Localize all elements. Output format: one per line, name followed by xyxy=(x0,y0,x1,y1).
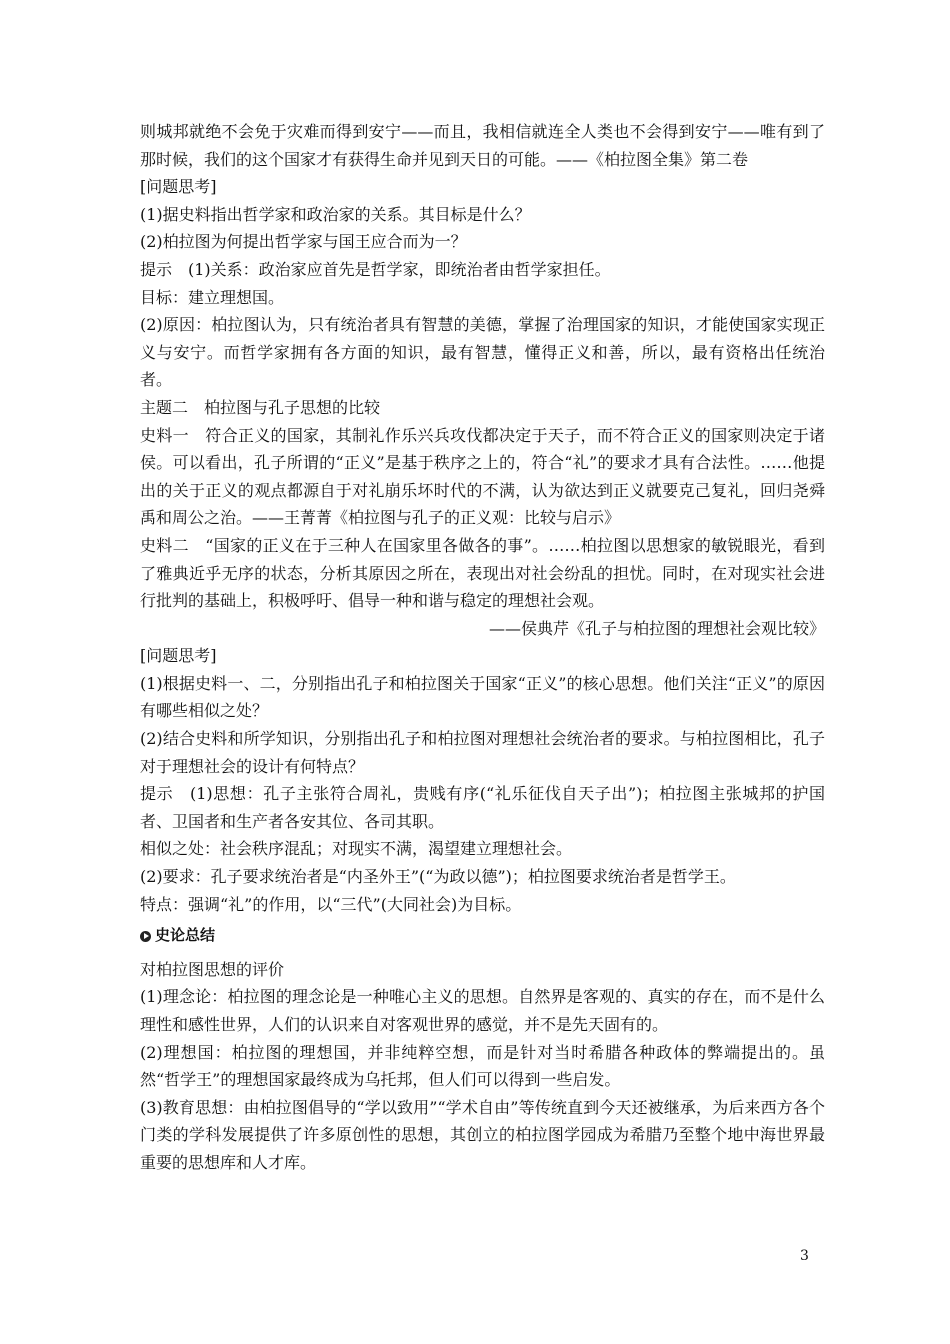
source-two: 史料二 “国家的正义在于三种人在国家里各做各的事”。……柏拉图以思想家的敏锐眼光，看到了雅典近乎无序的状态，分析其原因之所在，表现出对社会纷乱的担忧。同时，在对现实社会进行批判的基础上，积极呼吁、倡导一种和谐与稳定的理想社会观。 xyxy=(140,535,825,611)
source-one: 史料一 符合正义的国家，其制礼作乐兴兵攻伐都决定于天子，而不符合正义的国家则决定于诸侯。可以看出，孔子所谓的“正义”是基于秩序之上的，符合“礼”的要求才具有合法性。……他提出的关于正义的观点都源自于对礼崩乐坏时代的不满，认为欲达到正义就要克己复礼，回归尧舜禹和周公之治。——王菁菁《柏拉图与孔子的正义观：比较与启示》 xyxy=(140,425,825,528)
question-2: (2)柏拉图为何提出哲学家与国王应合而为一？ xyxy=(140,232,467,252)
goal: 目标：建立理想国。 xyxy=(140,287,285,307)
question-2-2: (2)结合史料和所学知识，分别指出孔子和柏拉图对理想社会统治者的要求。与柏拉图相比，孔子对于理想社会的设计有何特点？ xyxy=(140,729,825,776)
play-circle-icon xyxy=(140,931,151,942)
page-number: 3 xyxy=(800,1248,809,1264)
reason: (2)原因：柏拉图认为，只有统治者具有智慧的美德，掌握了治理国家的知识，才能使国家实现正义与安宁。而哲学家拥有各方面的知识，最有智慧，懂得正义和善，所以，最有资格出任统治者。 xyxy=(140,315,825,390)
summary-title: 对柏拉图思想的评价 xyxy=(140,959,285,979)
summary-heading xyxy=(140,922,825,950)
paragraph-quote-end: 则城邦就绝不会免于灾难而得到安宁——而且，我相信就连全人类也不会得到安宁——唯有到了那时候，我们的这个国家才有获得生命并见到天日的可能。——《柏拉图全集》第二卷 xyxy=(140,122,825,169)
summary-point-3: (3)教育思想：由柏拉图倡导的“学以致用”“学术自由”等传统直到今天还被继承，为后来西方各个门类的学科发展提供了许多原创性的思想，其创立的柏拉图学园成为希腊乃至整个地中海世界最重要的思想库和人才库。 xyxy=(140,1097,825,1172)
question-2-1: (1)根据史料一、二，分别指出孔子和柏拉图关于国家“正义”的核心思想。他们关注“正义”的原因有哪些相似之处？ xyxy=(140,673,825,721)
document-body xyxy=(140,118,825,1177)
question-label: [问题思考] xyxy=(140,177,217,197)
topic-two-title: 主题二 柏拉图与孔子思想的比较 xyxy=(140,397,381,417)
question-label-2: [问题思考] xyxy=(140,646,217,666)
hint-1: 提示 (1)关系：政治家应首先是哲学家，即统治者由哲学家担任。 xyxy=(140,259,611,279)
hint-2-1: 提示 (1)思想：孔子主张符合周礼，贵贱有序(“礼乐征伐自天子出”)；柏拉图主张城邦的护国者、卫国者和生产者各安其位、各司其职。 xyxy=(140,784,825,831)
summary-point-2: (2)理想国：柏拉图的理想国，并非纯粹空想，而是针对当时希腊各种政体的弊端提出的。虽然“哲学王”的理想国家最终成为乌托邦，但人们可以得到一些启发。 xyxy=(140,1042,825,1090)
summary-heading-text: 史论总结 xyxy=(155,926,216,945)
question-1: (1)据史料指出哲学家和政治家的关系。其目标是什么？ xyxy=(140,204,531,224)
summary-point-1: (1)理念论：柏拉图的理念论是一种唯心主义的思想。自然界是客观的、真实的存在，而不是什么理性和感性世界，人们的认识来自对客观世界的感觉，并不是先天固有的。 xyxy=(140,987,825,1034)
requirement: (2)要求：孔子要求统治者是“内圣外王”(“为政以德”)；柏拉图要求统治者是哲学王。 xyxy=(140,867,736,887)
source-two-citation: ——侯典芹《孔子与柏拉图的理想社会观比较》 xyxy=(488,618,825,638)
similarity: 相似之处：社会秩序混乱；对现实不满，渴望建立理想社会。 xyxy=(140,839,573,859)
feature: 特点：强调“礼”的作用，以“三代”(大同社会)为目标。 xyxy=(140,894,522,914)
